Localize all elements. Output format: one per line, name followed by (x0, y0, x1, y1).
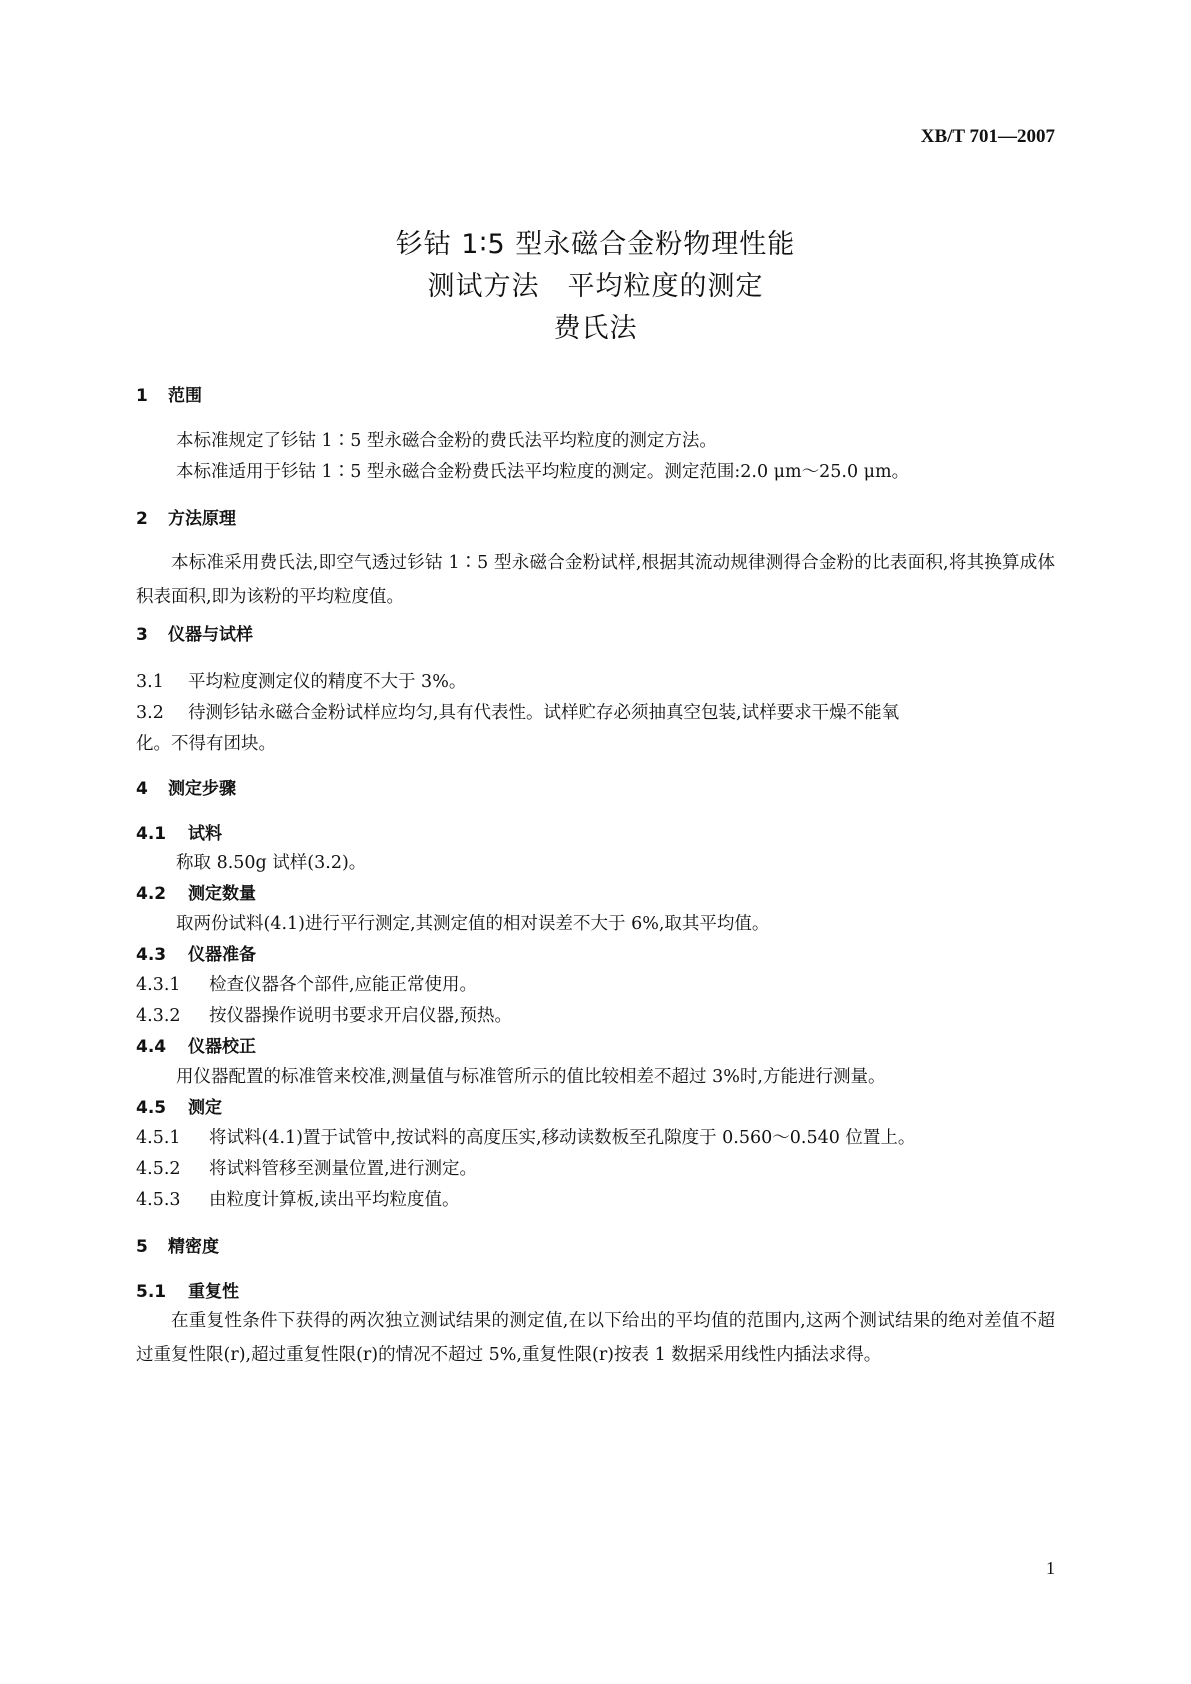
page-number: 1 (1046, 1558, 1055, 1578)
clause-number: 4.5.1 (136, 1128, 181, 1148)
title-line-1: 钐钴 1∶5 型永磁合金粉物理性能 (395, 229, 796, 260)
clause-3-1 (136, 670, 466, 694)
clause-number: 3.1 (136, 672, 164, 692)
section-1-heading (136, 384, 202, 408)
clause-4-5-2 (136, 1157, 477, 1181)
section-title: 方法原理 (168, 509, 236, 529)
clause-title: 测定 (188, 1098, 222, 1118)
document-title (0, 224, 1191, 350)
clause-number: 4.2 (136, 884, 167, 904)
clause-5-1-heading (136, 1280, 239, 1304)
clause-number: 5.1 (136, 1282, 167, 1302)
clause-number: 4.3 (136, 945, 167, 965)
clause-3-2-continued: 化。不得有团块。 (136, 734, 276, 754)
section-title: 测定步骤 (168, 779, 236, 799)
clause-4-5-heading (136, 1096, 222, 1120)
section-title: 仪器与试样 (168, 625, 253, 645)
clause-4-2-heading (136, 882, 256, 906)
clause-text: 将试料管移至测量位置,进行测定。 (209, 1159, 478, 1179)
section-1-paragraph-1: 本标准规定了钐钴 1∶5 型永磁合金粉的费氏法平均粒度的测定方法。 (176, 431, 717, 451)
clause-title: 试料 (188, 824, 222, 844)
clause-text: 检查仪器各个部件,应能正常使用。 (209, 975, 478, 995)
section-number: 1 (136, 386, 148, 406)
section-5-heading (136, 1235, 219, 1259)
section-2-heading (136, 507, 236, 531)
section-title: 精密度 (168, 1237, 219, 1257)
clause-text: 将试料(4.1)置于试管中,按试料的高度压实,移动读数板至孔隙度于 0.560～0.540 位置上。 (209, 1128, 916, 1148)
section-2-paragraph-1: 本标准采用费氏法,即空气透过钐钴 1∶5 型永磁合金粉试样,根据其流动规律测得合金粉的比表面积,将其换算成体积表面积,即为该粉的平均粒度值。 (136, 553, 1055, 607)
clause-number: 4.5.3 (136, 1190, 181, 1210)
clause-title: 仪器校正 (188, 1037, 256, 1057)
clause-4-2-text: 取两份试料(4.1)进行平行测定,其测定值的相对误差不大于 6%,取其平均值。 (176, 914, 770, 934)
clause-4-5-1 (136, 1126, 915, 1150)
clause-text: 按仪器操作说明书要求开启仪器,预热。 (209, 1006, 513, 1026)
section-number: 5 (136, 1237, 148, 1257)
title-line-3: 费氏法 (553, 313, 638, 344)
clause-number: 4.1 (136, 824, 167, 844)
clause-4-3-1 (136, 973, 477, 997)
title-line-2: 测试方法 平均粒度的测定 (427, 271, 764, 302)
clause-3-2 (136, 701, 899, 725)
section-number: 3 (136, 625, 148, 645)
section-3-heading (136, 623, 253, 647)
clause-5-1-paragraph: 在重复性条件下获得的两次独立测试结果的测定值,在以下给出的平均值的范围内,这两个测试结果的绝对差值不超过重复性限(r),超过重复性限(r)的情况不超过 5%,重复性限(r)按表 1 数据采用线性内插法求得。 (136, 1311, 1055, 1365)
section-number: 2 (136, 509, 148, 529)
clause-4-4-heading (136, 1035, 256, 1059)
clause-4-1-text: 称取 8.50g 试样(3.2)。 (176, 853, 367, 873)
clause-4-3-2 (136, 1004, 512, 1028)
section-4-heading (136, 777, 236, 801)
standard-code: XB/T 701—2007 (920, 126, 1055, 147)
section-number: 4 (136, 779, 148, 799)
clause-number: 4.5.2 (136, 1159, 181, 1179)
clause-text: 平均粒度测定仪的精度不大于 3%。 (188, 672, 467, 692)
clause-title: 仪器准备 (188, 945, 256, 965)
clause-number: 3.2 (136, 703, 164, 723)
clause-4-3-heading (136, 943, 256, 967)
clause-4-4-text: 用仪器配置的标准管来校准,测量值与标准管所示的值比较相差不超过 3%时,方能进行测量。 (176, 1067, 886, 1087)
section-title: 范围 (168, 386, 202, 406)
clause-4-5-3 (136, 1188, 460, 1212)
clause-number: 4.3.2 (136, 1006, 181, 1026)
clause-number: 4.5 (136, 1098, 167, 1118)
clause-4-1-heading (136, 822, 222, 846)
clause-title: 测定数量 (188, 884, 256, 904)
clause-number: 4.3.1 (136, 975, 181, 995)
clause-title: 重复性 (188, 1282, 239, 1302)
clause-number: 4.4 (136, 1037, 167, 1057)
section-1-paragraph-2: 本标准适用于钐钴 1∶5 型永磁合金粉费氏法平均粒度的测定。测定范围:2.0 μm～25.0 μm。 (176, 462, 910, 482)
clause-text: 由粒度计算板,读出平均粒度值。 (209, 1190, 460, 1210)
clause-text: 待测钐钴永磁合金粉试样应均匀,具有代表性。试样贮存必须抽真空包装,试样要求干燥不能氧 (188, 703, 900, 723)
